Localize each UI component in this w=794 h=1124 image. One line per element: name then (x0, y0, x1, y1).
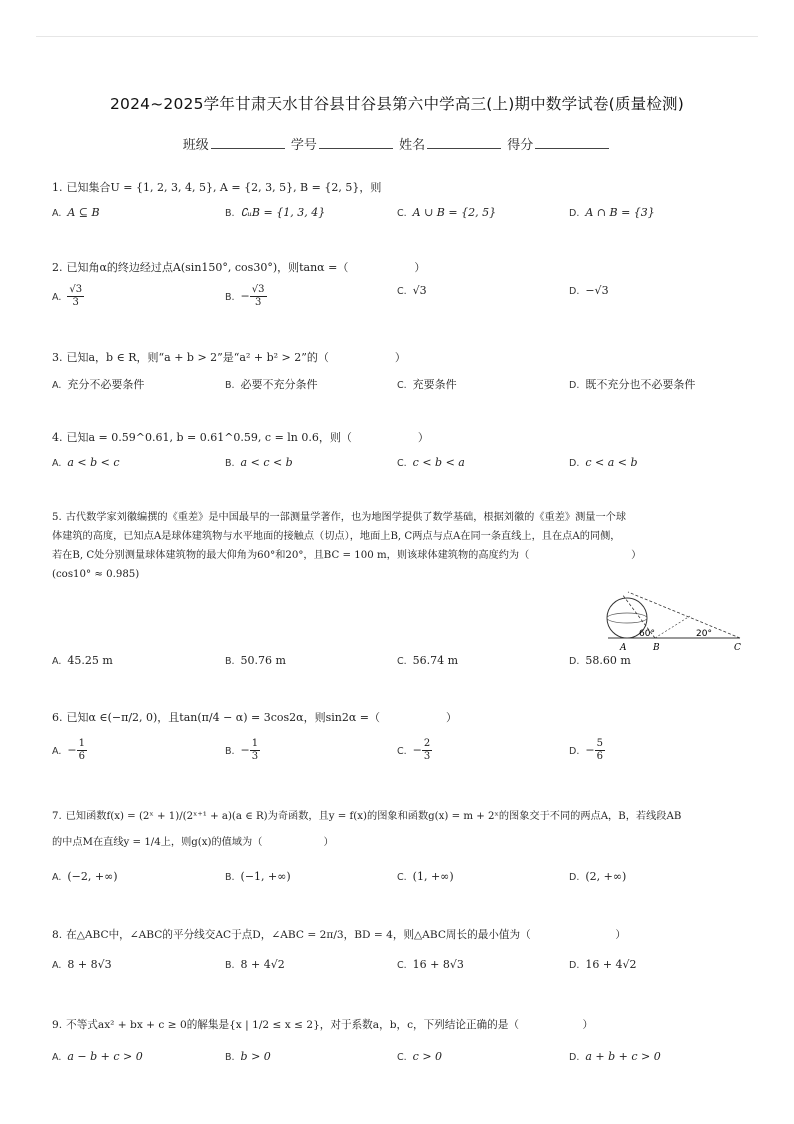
option-letter: A. (52, 656, 62, 667)
option-letter: B. (225, 458, 235, 469)
name-blank[interactable] (427, 136, 501, 149)
option-text: c < a < b (585, 456, 638, 469)
option-text: c < b < a (412, 456, 465, 469)
fraction (595, 738, 605, 763)
option-d[interactable] (569, 456, 638, 469)
question-9 (52, 1016, 742, 1035)
denominator: 3 (254, 297, 262, 308)
question-stem: 已知a，b ∈ R，则“a + b > 2”是“a² + b² > 2”的（ ） (66, 351, 406, 364)
question-stem: 已知集合U = {1, 2, 3, 4, 5}, A = {2, 3, 5}, B = {2, 5}，则 (66, 181, 382, 194)
option-text: 16 + 4√2 (585, 958, 637, 971)
question-4 (52, 428, 742, 447)
stem-text: 古代数学家刘徽编撰的《重差》是中国最早的一部测量学著作，也为地图学提供了数学基础，根据刘徽的《重差》测量一个球 (65, 512, 627, 523)
question-number: 3. (52, 351, 63, 364)
option-a[interactable] (52, 654, 113, 667)
question-stem: 在△ABC中，∠ABC的平分线交AC于点D，∠ABC = 2π/3，BD = 4，则△ABC周长的最小值为（ ） (66, 929, 627, 941)
question-7 (52, 804, 742, 856)
option-letter: D. (569, 286, 580, 297)
option-a[interactable] (52, 1050, 143, 1063)
option-c[interactable] (397, 284, 427, 297)
option-a[interactable] (52, 376, 144, 392)
option-b[interactable] (225, 206, 325, 219)
option-b[interactable]: B. − $\frac{1}{3}$ (225, 738, 259, 762)
question-6 (52, 708, 742, 727)
denominator: 6 (78, 751, 85, 762)
minus-sign: − (240, 289, 250, 303)
numerator: √3 (251, 284, 265, 295)
option-letter: A. (52, 745, 62, 757)
option-text: 58.60 m (585, 654, 631, 667)
numerator: √3 (69, 284, 83, 295)
option-c[interactable] (397, 206, 496, 219)
question-number: 9. (52, 1019, 63, 1031)
option-letter: A. (52, 458, 62, 469)
option-letter: D. (569, 745, 580, 757)
option-d[interactable] (569, 870, 626, 883)
point-label-c: C (734, 643, 741, 653)
option-text: a + b + c > 0 (585, 1050, 661, 1063)
option-letter: B. (225, 208, 235, 219)
point-label-a: A (620, 643, 627, 653)
option-text: A ⊆ B (67, 206, 100, 219)
class-blank[interactable] (211, 136, 285, 149)
option-text: 50.76 m (240, 654, 286, 667)
question-number: 1. (52, 181, 63, 194)
stem-line: (cos10° ≈ 0.985) (52, 569, 140, 580)
option-text: 充要条件 (412, 378, 457, 391)
option-text: 8 + 4√2 (240, 958, 285, 971)
option-b[interactable] (225, 456, 293, 469)
numerator: 1 (78, 738, 85, 749)
option-letter: B. (225, 745, 235, 757)
stem-line (52, 508, 742, 527)
stem-line: 体建筑的高度，已知点A是球体建筑物与水平地面的接触点（切点），地面上B, C两点与点A在同一条直线上，且在点A的同侧， (52, 531, 621, 542)
option-text: 既不充分也不必要条件 (585, 378, 696, 391)
option-c[interactable] (397, 654, 458, 667)
option-letter: A. (52, 1052, 62, 1063)
fraction (77, 738, 87, 763)
question-2 (52, 258, 742, 277)
numerator: 2 (423, 738, 431, 749)
option-c[interactable] (397, 456, 465, 469)
option-letter: B. (225, 960, 235, 971)
option-letter: C. (397, 380, 407, 391)
option-text: −√3 (585, 284, 609, 297)
score-label: 得分 (507, 138, 534, 153)
option-letter: A. (52, 380, 62, 391)
option-d[interactable]: D. − $\frac{5}{6}$ (569, 738, 603, 762)
question-5 (52, 508, 742, 584)
stem-text: 已知α ∈ (66, 711, 108, 724)
option-letter: A. (52, 291, 62, 303)
option-text: 8 + 8√3 (67, 958, 112, 971)
option-letter: C. (397, 458, 407, 469)
question-stem: 已知角α的终边经过点A(sin150°, cos30°)，则tanα =（ ） (66, 261, 426, 274)
option-text: 充分不必要条件 (67, 378, 145, 391)
option-letter: A. (52, 960, 62, 971)
option-letter: B. (225, 1052, 235, 1063)
option-letter: A. (52, 208, 62, 219)
option-a[interactable]: A. − $\frac{1}{6}$ (52, 738, 85, 762)
option-c[interactable] (397, 1050, 442, 1063)
option-text: (1, +∞) (412, 870, 454, 883)
option-c[interactable] (397, 958, 464, 971)
question-number: 2. (52, 261, 63, 274)
question-stem: 已知a = 0.59^0.61, b = 0.61^0.59, c = ln 0.6，则（ ） (66, 431, 429, 444)
option-letter: C. (397, 1052, 407, 1063)
fraction (250, 738, 260, 763)
option-text: a < b < c (67, 456, 120, 469)
option-text: A ∪ B = {2, 5} (412, 206, 497, 219)
option-letter: B. (225, 872, 235, 883)
option-a[interactable] (52, 958, 112, 971)
numerator: 5 (596, 738, 603, 749)
option-letter: D. (569, 208, 580, 219)
fraction (422, 738, 432, 763)
option-letter: C. (397, 872, 407, 883)
option-d[interactable] (569, 958, 637, 971)
numerator: 1 (251, 738, 259, 749)
option-c[interactable] (397, 870, 454, 883)
option-text: (−1, +∞) (240, 870, 291, 883)
stem-line: 的中点M在直线y = 1/4上，则g(x)的值域为（ ） (52, 837, 334, 848)
option-letter: D. (569, 872, 580, 883)
option-c[interactable] (397, 376, 457, 392)
option-b[interactable] (225, 870, 291, 883)
option-letter: D. (569, 960, 580, 971)
option-a[interactable] (52, 870, 118, 883)
fraction (250, 284, 267, 309)
angle-label-b: 60° (639, 629, 655, 639)
option-text: 必要不充分条件 (240, 378, 318, 391)
score-blank[interactable] (535, 136, 609, 149)
option-text: c > 0 (412, 1050, 443, 1063)
option-c[interactable]: C. − $\frac{2}{3}$ (397, 738, 431, 762)
option-b[interactable] (225, 376, 318, 392)
option-letter: C. (397, 656, 407, 667)
option-text: a < c < b (240, 456, 293, 469)
option-letter: C. (397, 286, 407, 297)
option-letter: C. (397, 208, 407, 219)
option-text: b > 0 (240, 1050, 271, 1063)
question-number: 5. (52, 512, 62, 523)
question-3 (52, 348, 742, 367)
option-d[interactable] (569, 1050, 661, 1063)
option-text: A ∩ B = {3} (585, 206, 655, 219)
option-b[interactable] (225, 958, 285, 971)
sphere-equator (607, 613, 647, 623)
stem-line (52, 804, 742, 830)
option-text: ∁ᵤB = {1, 3, 4} (240, 206, 326, 219)
stem-text: 已知函数f(x) = (2ˣ + 1)/(2ˣ⁺¹ + a)(a ∈ R)为奇函数，且y = f(x)的图象和函数g(x) = m + 2ˣ的图象交于不同的两点A，B，若线段AB (65, 811, 682, 822)
angle-label-c: 20° (696, 629, 712, 639)
question-8 (52, 926, 742, 945)
class-label: 班级 (182, 138, 209, 153)
option-a[interactable] (52, 284, 84, 309)
stem-line: 若在B, C处分别测量球体建筑物的最大仰角为60°和20°，且BC = 100 m，则该球体建筑物的高度约为（ ） (52, 550, 642, 561)
student-info-line (0, 134, 794, 153)
option-letter: C. (397, 960, 407, 971)
denominator: 3 (251, 751, 259, 762)
option-a[interactable] (52, 456, 120, 469)
option-letter: B. (225, 291, 235, 303)
option-b[interactable] (225, 654, 286, 667)
option-letter: D. (569, 656, 580, 667)
question-number: 6. (52, 711, 63, 724)
question-1 (52, 178, 742, 197)
option-letter: B. (225, 380, 235, 391)
id-label: 学号 (290, 138, 317, 153)
question-number: 7. (52, 811, 62, 822)
denominator: 3 (72, 297, 79, 308)
option-text: a − b + c > 0 (67, 1050, 143, 1063)
question-number: 8. (52, 929, 63, 941)
auxiliary-line (655, 616, 690, 638)
denominator: 3 (423, 751, 431, 762)
question-stem: 不等式ax² + bx + c ≥ 0的解集是{x | 1/2 ≤ x ≤ 2}，对于系数a，b，c，下列结论正确的是（ ） (66, 1019, 594, 1031)
header-divider (36, 36, 758, 37)
denominator: 6 (596, 751, 603, 762)
question-number: 4. (52, 431, 63, 444)
sphere-building-figure (600, 588, 745, 654)
option-letter: A. (52, 872, 62, 883)
option-b[interactable] (225, 284, 267, 309)
option-text: 16 + 8√3 (412, 958, 464, 971)
stem-text: (−π/2, 0)，且tan(π/4 − α) = 3cos2α，则sin2α =（ ） (107, 711, 457, 724)
option-text: 45.25 m (67, 654, 113, 667)
option-d[interactable] (569, 654, 631, 667)
option-a[interactable] (52, 206, 100, 219)
option-text: (−2, +∞) (67, 870, 118, 883)
option-text: 56.74 m (412, 654, 459, 667)
name-label: 姓名 (399, 138, 426, 153)
option-letter: D. (569, 1052, 580, 1063)
option-d[interactable] (569, 376, 695, 392)
option-text: (2, +∞) (585, 870, 627, 883)
option-d[interactable] (569, 284, 609, 297)
option-letter: B. (225, 656, 235, 667)
option-letter: D. (569, 458, 580, 469)
fraction (67, 284, 84, 309)
point-label-b: B (653, 643, 660, 653)
option-b[interactable] (225, 1050, 271, 1063)
option-d[interactable] (569, 206, 655, 219)
option-text: √3 (412, 284, 427, 297)
id-blank[interactable] (319, 136, 393, 149)
option-letter: D. (569, 380, 580, 391)
option-letter: C. (397, 745, 407, 757)
page-title: 2024~2025学年甘肃天水甘谷县甘谷县第六中学高三(上)期中数学试卷(质量检测) (110, 95, 684, 113)
